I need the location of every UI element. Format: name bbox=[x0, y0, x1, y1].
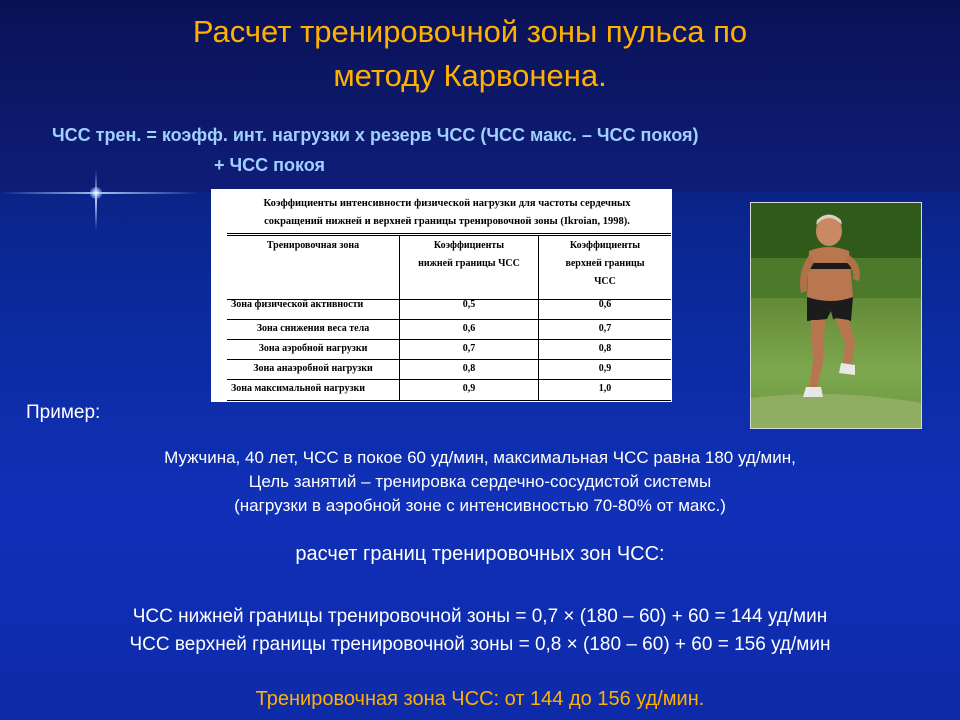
table-rule bbox=[227, 400, 671, 401]
slide-title bbox=[80, 10, 860, 98]
title-line-1: Расчет тренировочной зоны пульса по bbox=[192, 14, 748, 49]
caption-line-2: сокращений нижней и верхней границы тренировочной зоны (Ikroian, 1998). bbox=[264, 216, 630, 227]
runner-illustration bbox=[751, 203, 921, 428]
example-line-3: (нагрузки в аэробной зоне с интенсивностью 70-80% от макс.) bbox=[234, 496, 726, 515]
table-cell-high: 0,8 bbox=[598, 343, 612, 354]
table-cell-low: 0,8 bbox=[462, 363, 476, 374]
table-cell-zone: Зона аэробной нагрузки bbox=[258, 343, 368, 354]
table-header-low bbox=[401, 237, 537, 273]
table-rule bbox=[227, 233, 671, 234]
header-text: верхней границы bbox=[565, 258, 645, 269]
result-text: Тренировочная зона ЧСС: от 144 до 156 уд/мин. bbox=[255, 688, 705, 710]
example-line-1: Мужчина, 40 лет, ЧСС в покое 60 уд/мин, максимальная ЧСС равна 180 уд/мин, bbox=[164, 448, 796, 467]
title-line-2: методу Карвонена. bbox=[333, 58, 607, 93]
table-cell-low: 0,7 bbox=[462, 343, 476, 354]
table-cell-high: 0,6 bbox=[598, 299, 612, 310]
formula bbox=[52, 120, 912, 180]
header-text: Коэффициенты bbox=[569, 240, 641, 251]
coefficients-table bbox=[211, 189, 672, 402]
table-rule bbox=[399, 235, 400, 400]
table-cell-high: 0,9 bbox=[598, 363, 612, 374]
sparkle-icon bbox=[90, 187, 102, 199]
header-text: Коэффициенты bbox=[433, 240, 505, 251]
calculation-heading: расчет границ тренировочных зон ЧСС: bbox=[295, 543, 665, 565]
formula-line-1: ЧСС трен. = коэфф. инт. нагрузки х резерв ЧСС (ЧСС макс. – ЧСС покоя) bbox=[52, 125, 699, 145]
table-cell-zone: Зона анаэробной нагрузки bbox=[253, 363, 373, 374]
table-header-zone bbox=[227, 237, 399, 255]
calc-upper: ЧСС верхней границы тренировочной зоны = 0,8 × (180 – 60) + 60 = 156 уд/мин bbox=[129, 634, 831, 655]
table-cell-low: 0,9 bbox=[462, 383, 476, 394]
table-cell-high: 0,7 bbox=[598, 323, 612, 334]
table-rule bbox=[538, 235, 539, 400]
table-header-high bbox=[540, 237, 670, 291]
table-cell-low: 0,5 bbox=[462, 299, 476, 310]
caption-line-1: Коэффициенты интенсивности физической нагрузки для частоты сердечных bbox=[263, 198, 631, 209]
example-label: Пример: bbox=[26, 402, 101, 423]
example-line-2: Цель занятий – тренировка сердечно-сосудистой системы bbox=[248, 472, 712, 491]
table-cell-zone: Зона снижения веса тела bbox=[256, 323, 370, 334]
calculation-lines bbox=[20, 603, 940, 659]
runner-photo bbox=[750, 202, 922, 429]
example-text bbox=[40, 446, 920, 518]
table-caption bbox=[227, 195, 667, 231]
header-text: нижней границы ЧСС bbox=[418, 258, 520, 269]
header-text: ЧСС bbox=[594, 276, 616, 287]
table-cell-high: 1,0 bbox=[598, 383, 612, 394]
calc-lower: ЧСС нижней границы тренировочной зоны = 0,7 × (180 – 60) + 60 = 144 уд/мин bbox=[132, 606, 828, 627]
table-rule bbox=[227, 235, 671, 236]
header-text: Тренировочная зона bbox=[266, 240, 360, 251]
formula-line-2: + ЧСС покоя bbox=[214, 155, 326, 175]
table-cell-zone: Зона физической активности bbox=[231, 299, 364, 310]
table-cell-zone: Зона максимальной нагрузки bbox=[231, 383, 366, 394]
table-cell-low: 0,6 bbox=[462, 323, 476, 334]
